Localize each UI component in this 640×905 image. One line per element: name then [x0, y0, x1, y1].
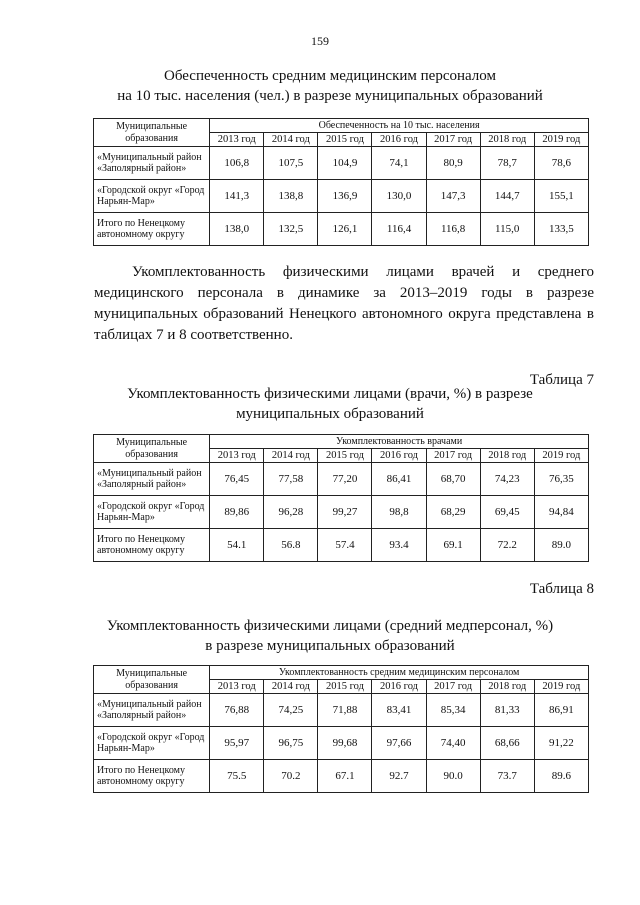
value-cell: 69.1 — [426, 529, 480, 562]
table-row — [94, 463, 589, 496]
table7-title — [60, 384, 600, 424]
year-header: 2018 год — [480, 680, 534, 694]
value-cell: 96,75 — [264, 727, 318, 760]
year-header: 2017 год — [426, 133, 480, 147]
title-line: Укомплектованность физическими лицами (врачи, %) в разрезе — [127, 386, 533, 402]
value-cell: 78,6 — [534, 147, 588, 180]
indicator-group-header: Обеспеченность на 10 тыс. населения — [210, 119, 589, 133]
value-cell: 77,20 — [318, 463, 372, 496]
value-cell: 76,88 — [210, 694, 264, 727]
table-row — [94, 694, 589, 727]
value-cell: 106,8 — [210, 147, 264, 180]
table-row — [94, 529, 589, 562]
value-cell: 74,23 — [480, 463, 534, 496]
year-header: 2015 год — [318, 680, 372, 694]
indicator-group-header: Укомплектованность врачами — [210, 435, 589, 449]
municipality-name: Итого по Ненецкому автономному округу — [94, 213, 210, 246]
table-row — [94, 760, 589, 793]
municipality-name: «Муниципальный район «Заполярный район» — [94, 463, 210, 496]
value-cell: 136,9 — [318, 180, 372, 213]
municipality-name: «Муниципальный район «Заполярный район» — [94, 694, 210, 727]
value-cell: 133,5 — [534, 213, 588, 246]
municipality-name: «Городской округ «Город Нарьян-Мар» — [94, 180, 210, 213]
year-header: 2016 год — [372, 449, 426, 463]
year-header: 2017 год — [426, 449, 480, 463]
value-cell: 68,29 — [426, 496, 480, 529]
year-header: 2013 год — [210, 133, 264, 147]
doctors-staffing-table — [93, 434, 589, 562]
year-header: 2018 год — [480, 133, 534, 147]
year-header: 2018 год — [480, 449, 534, 463]
table8-label: Таблица 8 — [529, 581, 594, 597]
value-cell: 138,0 — [210, 213, 264, 246]
value-cell: 91,22 — [534, 727, 588, 760]
municipality-name: «Городской округ «Город Нарьян-Мар» — [94, 727, 210, 760]
value-cell: 72.2 — [480, 529, 534, 562]
value-cell: 97,66 — [372, 727, 426, 760]
value-cell: 85,34 — [426, 694, 480, 727]
value-cell: 89,86 — [210, 496, 264, 529]
table8-title — [60, 616, 600, 656]
year-header: 2019 год — [534, 449, 588, 463]
value-cell: 130,0 — [372, 180, 426, 213]
year-header: 2019 год — [534, 680, 588, 694]
header-row — [94, 119, 589, 133]
value-cell: 96,28 — [264, 496, 318, 529]
value-cell: 115,0 — [480, 213, 534, 246]
value-cell: 144,7 — [480, 180, 534, 213]
value-cell: 98,8 — [372, 496, 426, 529]
value-cell: 56.8 — [264, 529, 318, 562]
municipality-name: Итого по Ненецкому автономному округу — [94, 529, 210, 562]
value-cell: 69,45 — [480, 496, 534, 529]
value-cell: 83,41 — [372, 694, 426, 727]
value-cell: 94,84 — [534, 496, 588, 529]
year-header: 2016 год — [372, 680, 426, 694]
header-row — [94, 435, 589, 449]
year-header: 2014 год — [264, 449, 318, 463]
value-cell: 89.0 — [534, 529, 588, 562]
table-row — [94, 727, 589, 760]
value-cell: 74,25 — [264, 694, 318, 727]
table-row — [94, 213, 589, 246]
title-line: муниципальных образований — [236, 406, 424, 422]
municipality-column-header: Муниципальные образования — [94, 666, 210, 694]
municipality-name: Итого по Ненецкому автономному округу — [94, 760, 210, 793]
value-cell: 68,66 — [480, 727, 534, 760]
year-header: 2015 год — [318, 133, 372, 147]
value-cell: 138,8 — [264, 180, 318, 213]
year-header: 2013 год — [210, 449, 264, 463]
year-header: 2013 год — [210, 680, 264, 694]
value-cell: 86,91 — [534, 694, 588, 727]
value-cell: 116,8 — [426, 213, 480, 246]
value-cell: 92.7 — [372, 760, 426, 793]
municipality-name: «Городской округ «Город Нарьян-Мар» — [94, 496, 210, 529]
value-cell: 147,3 — [426, 180, 480, 213]
table6-title — [60, 66, 600, 106]
value-cell: 54.1 — [210, 529, 264, 562]
value-cell: 77,58 — [264, 463, 318, 496]
value-cell: 57.4 — [318, 529, 372, 562]
page-number: 159 — [311, 34, 329, 48]
table-row — [94, 180, 589, 213]
value-cell: 116,4 — [372, 213, 426, 246]
value-cell: 107,5 — [264, 147, 318, 180]
title-line: Укомплектованность физическими лицами (средний медперсонал, %) — [106, 618, 554, 634]
table-row — [94, 147, 589, 180]
value-cell: 73.7 — [480, 760, 534, 793]
title-line: в разрезе муниципальных образований — [205, 638, 455, 654]
value-cell: 132,5 — [264, 213, 318, 246]
value-cell: 90.0 — [426, 760, 480, 793]
year-header: 2016 год — [372, 133, 426, 147]
value-cell: 86,41 — [372, 463, 426, 496]
value-cell: 76,45 — [210, 463, 264, 496]
value-cell: 78,7 — [480, 147, 534, 180]
paragraph-text: Укомплектованность физическими лицами врачей и среднего медицинского персонала в динамике за 2013–2019 годы в разрезе муниципальных образований Ненецкого автономного округа представлена в таблицах 7 и 8 соответственно. — [94, 264, 594, 343]
year-header: 2017 год — [426, 680, 480, 694]
value-cell: 141,3 — [210, 180, 264, 213]
year-header: 2014 год — [264, 680, 318, 694]
table-row — [94, 496, 589, 529]
value-cell: 93.4 — [372, 529, 426, 562]
value-cell: 80,9 — [426, 147, 480, 180]
value-cell: 76,35 — [534, 463, 588, 496]
indicator-group-header: Укомплектованность средним медицинским персоналом — [210, 666, 589, 680]
value-cell: 81,33 — [480, 694, 534, 727]
year-header: 2015 год — [318, 449, 372, 463]
value-cell: 74,40 — [426, 727, 480, 760]
value-cell: 104,9 — [318, 147, 372, 180]
title-line: Обеспеченность средним медицинским персоналом — [163, 68, 496, 84]
value-cell: 95,97 — [210, 727, 264, 760]
nurses-staffing-table — [93, 665, 589, 793]
value-cell: 99,68 — [318, 727, 372, 760]
municipality-column-header: Муниципальные образования — [94, 435, 210, 463]
header-row — [94, 666, 589, 680]
table7-label: Таблица 7 — [529, 372, 594, 388]
value-cell: 89.6 — [534, 760, 588, 793]
municipality-name: «Муниципальный район «Заполярный район» — [94, 147, 210, 180]
value-cell: 75.5 — [210, 760, 264, 793]
title-line: на 10 тыс. населения (чел.) в разрезе муниципальных образований — [117, 88, 543, 104]
staffing-per-10k-table — [93, 118, 589, 246]
body-paragraph — [94, 262, 594, 346]
value-cell: 126,1 — [318, 213, 372, 246]
value-cell: 67.1 — [318, 760, 372, 793]
value-cell: 70.2 — [264, 760, 318, 793]
year-header: 2019 год — [534, 133, 588, 147]
value-cell: 155,1 — [534, 180, 588, 213]
municipality-column-header: Муниципальные образования — [94, 119, 210, 147]
value-cell: 99,27 — [318, 496, 372, 529]
value-cell: 68,70 — [426, 463, 480, 496]
value-cell: 74,1 — [372, 147, 426, 180]
value-cell: 71,88 — [318, 694, 372, 727]
year-header: 2014 год — [264, 133, 318, 147]
